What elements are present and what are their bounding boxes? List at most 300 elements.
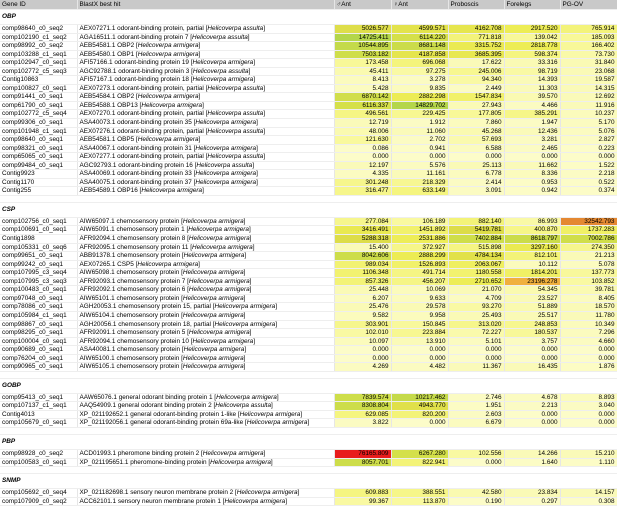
- gene-id-cell: comp105692_c0_seq4: [0, 489, 77, 498]
- expression-value-cell: 0.522: [560, 178, 617, 187]
- expression-value-cell: 45.411: [334, 67, 391, 76]
- gene-id-cell: comp99306_c0_seq1: [0, 119, 77, 128]
- expression-value-cell: 2888.299: [391, 252, 448, 261]
- blastx-hit-cell: AIW65097.1 chemosensory protein [Helicoverpa armigera]: [77, 217, 334, 226]
- blastx-hit-cell: ACD01993.1 pheromone binding protein 2 [Helicoverpa armigera]: [77, 449, 334, 458]
- table-row: [0, 497, 617, 506]
- expression-value-cell: 2.603: [448, 410, 504, 419]
- expression-value-cell: 2882.298: [391, 93, 448, 102]
- hit-species: Helicoverpa armigera: [192, 243, 253, 251]
- hit-species: Helicoverpa armigera: [183, 346, 245, 354]
- gene-id-cell: Contig1898: [0, 235, 77, 244]
- expression-value-cell: 2.702: [391, 136, 448, 145]
- gene-id-cell: comp99242_c0_seq1: [0, 260, 77, 269]
- expression-value-cell: 3.281: [504, 136, 560, 145]
- table-row: [0, 59, 617, 68]
- expression-value-cell: 1.947: [504, 119, 560, 128]
- expression-value-cell: 177.805: [448, 110, 504, 119]
- table-row: [0, 25, 617, 34]
- header-blastx-hit: BlastX best hit: [77, 0, 334, 10]
- section-label: GOBP: [0, 378, 617, 393]
- gene-id-cell: comp105984_c1_seq1: [0, 311, 77, 320]
- hit-species: Helicoverpa armigera: [202, 449, 264, 457]
- expression-value-cell: 4.678: [504, 393, 560, 402]
- expression-value-cell: 5.576: [391, 161, 448, 170]
- expression-value-cell: 6.679: [448, 419, 504, 428]
- hit-description: AFR92094.1 chemosensory protein 8: [79, 235, 188, 243]
- hit-species: Helicoverpa armigera: [182, 269, 244, 277]
- expression-value-cell: 6116.337: [334, 101, 391, 110]
- hit-species: Helicoverpa armigera: [182, 217, 244, 225]
- expression-value-cell: 313.020: [448, 320, 504, 329]
- table-row: [0, 303, 617, 312]
- expression-value-cell: 2818.778: [504, 42, 560, 51]
- hit-species: Helicoverpa armigera: [141, 101, 203, 109]
- hit-description: ACC62101.1 sensory neuron membrane protein 1: [79, 497, 223, 505]
- expression-value-cell: 10.069: [391, 286, 448, 295]
- expression-value-cell: 1.912: [391, 119, 448, 128]
- blastx-hit-cell: ASA40069.1 odorant-binding protein 33 [Helicoverpa armigera]: [77, 170, 334, 179]
- blastx-hit-cell: AAQ54909.1 general odorant binding protein 2 [Helicoverpa assulta]: [77, 402, 334, 411]
- expression-value-cell: 633.149: [391, 187, 448, 196]
- expression-value-cell: 27.943: [448, 101, 504, 110]
- gene-id-cell: comp65065_c0_seq1: [0, 153, 77, 162]
- header-pgov: PG-OV: [560, 0, 617, 10]
- hit-description: AEB54581.1 OBP2: [79, 42, 136, 50]
- hit-species: Helicoverpa armigera: [246, 419, 308, 427]
- spacer-row: [0, 427, 617, 434]
- hit-species: Helicoverpa armigera: [236, 489, 298, 497]
- expression-value-cell: 245.006: [448, 67, 504, 76]
- expression-value-cell: 19.587: [560, 76, 617, 85]
- expression-value-cell: 1547.834: [448, 93, 504, 102]
- hit-species: Helicoverpa assulta: [215, 402, 272, 410]
- hit-species: Helicoverpa armigera: [192, 59, 254, 67]
- expression-value-cell: 4.709: [448, 294, 504, 303]
- hit-species: Helicoverpa armigera: [195, 144, 257, 152]
- expression-value-cell: 10.097: [334, 337, 391, 346]
- expression-value-cell: 0.308: [560, 497, 617, 506]
- expression-value-cell: 2.213: [504, 402, 560, 411]
- blastx-hit-cell: ASA40075.1 odorant-binding protein 37 [Helicoverpa armigera]: [77, 178, 334, 187]
- section-header-row: [0, 474, 617, 489]
- expression-value-cell: 39.570: [504, 93, 560, 102]
- gene-id-cell: comp90965_c0_seq1: [0, 363, 77, 372]
- table-row: [0, 33, 617, 42]
- expression-value-cell: 820.200: [391, 410, 448, 419]
- expression-value-cell: 14.393: [504, 76, 560, 85]
- hit-description: AGH20053.1 chemosensory protein 15, partial: [79, 303, 213, 311]
- expression-value-cell: 4.269: [334, 363, 391, 372]
- gene-id-cell: comp76204_c0_seq1: [0, 354, 77, 363]
- expression-value-cell: 15.400: [334, 243, 391, 252]
- blastx-hit-cell: AIW65100.1 chemosensory protein [Helicoverpa armigera]: [77, 354, 334, 363]
- expression-value-cell: 5026.577: [334, 25, 391, 34]
- expression-value-cell: 1180.558: [448, 269, 504, 278]
- gene-id-cell: comp95413_c0_seq1: [0, 393, 77, 402]
- hit-description: AAW65076.1 general odorant binding protein 1: [79, 393, 215, 401]
- expression-value-cell: 277.084: [334, 217, 391, 226]
- hit-species: Helicoverpa armigera: [188, 277, 250, 285]
- blastx-hit-cell: AGH20056.1 chemosensory protein 18, partial [Helicoverpa armigera]: [77, 320, 334, 329]
- hit-species: Helicoverpa armigera: [188, 329, 250, 337]
- hit-species: Helicoverpa armigera: [182, 294, 244, 302]
- expression-value-cell: 229.425: [391, 110, 448, 119]
- expression-value-cell: 629.085: [334, 410, 391, 419]
- blastx-hit-cell: AEB54580.1 OBP1 [Helicoverpa armigera]: [77, 50, 334, 59]
- expression-value-cell: 102.010: [334, 329, 391, 338]
- hit-description: AFR92095.1 chemosensory protein 11: [79, 243, 191, 251]
- expression-value-cell: 25.517: [504, 311, 560, 320]
- expression-value-cell: 385.291: [504, 110, 560, 119]
- expression-value-cell: 274.350: [560, 243, 617, 252]
- expression-value-cell: 150.845: [391, 320, 448, 329]
- blastx-hit-cell: ASA40073.1 odorant-binding protein 35 [Helicoverpa armigera]: [77, 119, 334, 128]
- hit-species: Helicoverpa armigera: [182, 354, 244, 362]
- gene-id-cell: comp98640_c0_seq1: [0, 136, 77, 145]
- expression-value-cell: 0.000: [504, 354, 560, 363]
- expression-value-cell: 48.006: [334, 127, 391, 136]
- gene-id-cell: comp100691_c0_seq1: [0, 226, 77, 235]
- table-row: [0, 311, 617, 320]
- expression-value-cell: 1526.893: [391, 260, 448, 269]
- blastx-hit-cell: AIW65101.1 chemosensory protein [Helicoverpa armigera]: [77, 294, 334, 303]
- hit-description: AEX07271.1 odorant-binding protein, partial: [79, 25, 206, 32]
- gene-id-cell: comp100483_c0_seq1: [0, 286, 77, 295]
- section-label: OBP: [0, 10, 617, 25]
- hit-description: AEB54580.1 OBP1: [79, 50, 136, 58]
- table-row: [0, 119, 617, 128]
- expression-value-cell: 4162.708: [448, 25, 504, 34]
- expression-value-cell: 51.889: [504, 303, 560, 312]
- expression-value-cell: 5288.318: [334, 235, 391, 244]
- hit-description: AEB54581.1 OBP5: [79, 136, 136, 144]
- hit-description: XP_021182698.1 sensory neuron membrane protein 2: [79, 489, 235, 497]
- hit-species: Helicoverpa assulta: [207, 84, 264, 92]
- expression-value-cell: 218.329: [391, 178, 448, 187]
- hit-description: AIW65101.1 chemosensory protein: [79, 294, 182, 302]
- expression-value-cell: 10544.895: [334, 42, 391, 51]
- blastx-hit-cell: AEB54581.1 OBP2 [Helicoverpa armigera]: [77, 42, 334, 51]
- hit-species: Helicoverpa armigera: [192, 337, 254, 345]
- table-row: [0, 42, 617, 51]
- expression-value-cell: 491.714: [391, 269, 448, 278]
- header-forelegs: Forelegs: [504, 0, 560, 10]
- gene-id-cell: comp102756_c0_seq1: [0, 217, 77, 226]
- expression-value-cell: 248.853: [504, 320, 560, 329]
- table-row: [0, 161, 617, 170]
- table-row: [0, 346, 617, 355]
- expression-value-cell: 11.367: [448, 363, 504, 372]
- table-row: [0, 449, 617, 458]
- expression-value-cell: 86.993: [504, 217, 560, 226]
- table-row: [0, 489, 617, 498]
- expression-value-cell: 11.161: [391, 170, 448, 179]
- table-row: [0, 286, 617, 295]
- gene-id-cell: comp103288_c1_seq1: [0, 50, 77, 59]
- hit-species: Helicoverpa armigera: [137, 50, 199, 58]
- hit-species: Helicoverpa armigera: [195, 119, 257, 127]
- hit-species: Helicoverpa armigera: [137, 42, 199, 50]
- expression-value-cell: 1737.283: [560, 226, 617, 235]
- expression-value-cell: 0.000: [391, 354, 448, 363]
- blastx-hit-cell: AGH20053.1 chemosensory protein 15, partial [Helicoverpa armigera]: [77, 303, 334, 312]
- gene-id-cell: comp98321_c0_seq1: [0, 144, 77, 153]
- expression-value-cell: 57.693: [448, 136, 504, 145]
- hit-species: Helicoverpa armigera: [224, 497, 286, 505]
- expression-value-cell: 113.870: [391, 497, 448, 506]
- hit-description: AFR92094.1 chemosensory protein 10: [79, 337, 191, 345]
- expression-value-cell: 2710.652: [448, 277, 504, 286]
- expression-value-cell: 1814.201: [504, 269, 560, 278]
- expression-value-cell: 25.476: [334, 303, 391, 312]
- blastx-hit-cell: ABB91378.1 chemosensory protein [Helicoverpa armigera]: [77, 252, 334, 261]
- expression-value-cell: 6870.142: [334, 93, 391, 102]
- table-row: [0, 260, 617, 269]
- expression-value-cell: 8308.804: [334, 402, 391, 411]
- hit-description: AGH20056.1 chemosensory protein 18, partial: [79, 320, 213, 328]
- expression-value-cell: 0.000: [504, 153, 560, 162]
- hit-species: Helicoverpa armigera: [195, 170, 257, 178]
- blastx-hit-cell: XP_021192652.1 general odorant-binding protein 1-like [Helicoverpa armigera]: [77, 410, 334, 419]
- gene-id-cell: Contig255: [0, 187, 77, 196]
- expression-value-cell: 5.428: [334, 84, 391, 93]
- expression-value-cell: 3.091: [448, 187, 504, 196]
- hit-description: AIW65091.1 chemosensory protein 1: [79, 226, 187, 234]
- expression-value-cell: 0.223: [560, 144, 617, 153]
- expression-value-cell: 0.941: [391, 144, 448, 153]
- blastx-hit-cell: ASA40067.1 odorant-binding protein 31 [Helicoverpa armigera]: [77, 144, 334, 153]
- expression-value-cell: 0.000: [504, 419, 560, 428]
- expression-value-cell: 8.405: [560, 294, 617, 303]
- expression-value-cell: 0.953: [504, 178, 560, 187]
- table-row: [0, 277, 617, 286]
- expression-value-cell: 9.582: [334, 311, 391, 320]
- expression-value-cell: 771.818: [448, 33, 504, 42]
- expression-value-cell: 5.170: [560, 119, 617, 128]
- expression-value-cell: 2.218: [560, 170, 617, 179]
- spacer-row: [0, 195, 617, 202]
- section-header-row: [0, 378, 617, 393]
- expression-value-cell: 2.449: [448, 84, 504, 93]
- expression-value-cell: 8681.148: [391, 42, 448, 51]
- hit-description: AIW65097.1 chemosensory protein: [79, 217, 182, 225]
- gene-id-cell: comp100004_c0_seq1: [0, 337, 77, 346]
- gene-id-cell: comp102772_c5_seq4: [0, 110, 77, 119]
- expression-value-cell: 515.898: [448, 243, 504, 252]
- gene-id-cell: comp98867_c0_seq1: [0, 320, 77, 329]
- hit-species: Helicoverpa assulta: [207, 110, 264, 118]
- hit-species: Helicoverpa armigera: [239, 410, 301, 418]
- expression-value-cell: 372.927: [391, 243, 448, 252]
- blastx-hit-cell: AIW65091.1 chemosensory protein 1 [Helicoverpa armigera]: [77, 226, 334, 235]
- section-label: CSP: [0, 202, 617, 217]
- expression-value-cell: 5.076: [560, 127, 617, 136]
- expression-value-cell: 0.000: [560, 354, 617, 363]
- expression-value-cell: 7.860: [448, 119, 504, 128]
- table-row: [0, 402, 617, 411]
- expression-value-cell: 5419.781: [448, 226, 504, 235]
- expression-value-cell: 0.000: [334, 153, 391, 162]
- hit-species: Helicoverpa armigera: [188, 235, 250, 243]
- table-row: [0, 93, 617, 102]
- expression-value-cell: 0.000: [560, 153, 617, 162]
- expression-value-cell: 0.374: [560, 187, 617, 196]
- hit-species: Helicoverpa armigera: [137, 93, 199, 101]
- blastx-hit-cell: AAW65076.1 general odorant binding protein 1 [Helicoverpa armigera]: [77, 393, 334, 402]
- expression-value-cell: 6114.220: [391, 33, 448, 42]
- expression-value-cell: 223.884: [391, 329, 448, 338]
- expression-value-cell: 180.537: [504, 329, 560, 338]
- expression-value-cell: 882.140: [448, 217, 504, 226]
- expression-value-cell: 0.086: [334, 144, 391, 153]
- expression-value-cell: 10.349: [560, 320, 617, 329]
- blastx-hit-cell: AFR92092.1 chemosensory protein 6 [Helicoverpa armigera]: [77, 286, 334, 295]
- expression-value-cell: 39.781: [560, 286, 617, 295]
- hit-species: Helicoverpa armigera: [188, 286, 250, 294]
- hit-species: Helicoverpa armigera: [195, 178, 257, 186]
- expression-value-cell: 0.297: [504, 497, 560, 506]
- hit-species: Helicoverpa assulta: [207, 153, 264, 161]
- expression-value-cell: 0.000: [560, 410, 617, 419]
- table-row: [0, 419, 617, 428]
- table-row: [0, 329, 617, 338]
- table-body: [0, 10, 617, 506]
- expression-value-cell: 0.000: [391, 153, 448, 162]
- expression-value-cell: 21.070: [448, 286, 504, 295]
- gene-id-cell: comp98928_c0_seq2: [0, 449, 77, 458]
- expression-value-cell: 45.268: [448, 127, 504, 136]
- hit-description: AEX07265.1 CSP5: [79, 260, 136, 268]
- table-row: [0, 235, 617, 244]
- hit-description: ASA40067.1 odorant-binding protein 31: [79, 144, 194, 152]
- expression-value-cell: 93.270: [448, 303, 504, 312]
- hit-species: Helicoverpa assulta: [192, 33, 248, 41]
- expression-value-cell: 2.414: [448, 178, 504, 187]
- blastx-hit-cell: AEB54581.1 OBP5 [Helicoverpa armigera]: [77, 136, 334, 145]
- expression-value-cell: 23196.278: [504, 277, 560, 286]
- expression-value-cell: 12.197: [334, 161, 391, 170]
- table-row: [0, 458, 617, 467]
- section-header-row: [0, 10, 617, 25]
- expression-value-cell: 7503.182: [334, 50, 391, 59]
- table-row: [0, 67, 617, 76]
- expression-value-cell: 609.883: [334, 489, 391, 498]
- expression-value-cell: 8618.797: [504, 235, 560, 244]
- expression-value-cell: 29.578: [391, 303, 448, 312]
- hit-description: AAQ54909.1 general odorant binding protein 2: [79, 402, 214, 410]
- expression-value-cell: 139.042: [504, 33, 560, 42]
- gene-id-cell: comp107995_c3_seq3: [0, 277, 77, 286]
- gene-id-cell: comp99651_c0_seq1: [0, 252, 77, 261]
- expression-value-cell: 10217.462: [391, 393, 448, 402]
- table-row: [0, 76, 617, 85]
- hit-description: AGA16511.1 odorant-binding protein 7: [79, 33, 191, 41]
- expression-value-cell: 21.213: [560, 252, 617, 261]
- expression-value-cell: 185.093: [560, 33, 617, 42]
- expression-value-cell: 103.852: [560, 277, 617, 286]
- expression-value-cell: 7.296: [560, 329, 617, 338]
- hit-description: AEB54589.1 OBP16: [79, 187, 140, 195]
- expression-value-cell: 25.113: [448, 161, 504, 170]
- hit-species: Helicoverpa armigera: [216, 393, 277, 401]
- hit-species: Helicoverpa armigera: [183, 252, 245, 260]
- blastx-hit-cell: AEX07273.1 odorant-binding protein, partial [Helicoverpa assulta]: [77, 84, 334, 93]
- expression-value-cell: 1451.892: [391, 226, 448, 235]
- expression-value-cell: 9.835: [391, 84, 448, 93]
- expression-value-cell: 6.778: [448, 170, 504, 179]
- blastx-hit-cell: AFR92095.1 chemosensory protein 11 [Helicoverpa armigera]: [77, 243, 334, 252]
- expression-value-cell: 17.622: [448, 59, 504, 68]
- table-row: [0, 144, 617, 153]
- table-row: [0, 110, 617, 119]
- expression-value-cell: 857.326: [334, 277, 391, 286]
- table-row: [0, 84, 617, 93]
- hit-description: ASA40073.1 odorant-binding protein 35: [79, 119, 194, 127]
- blastx-hit-cell: XP_021182698.1 sensory neuron membrane protein 2 [Helicoverpa armigera]: [77, 489, 334, 498]
- hit-description: AEX07277.1 odorant-binding protein, partial: [79, 153, 206, 161]
- table-row: [0, 354, 617, 363]
- expression-value-cell: 303.901: [334, 320, 391, 329]
- expression-value-cell: 11.780: [560, 311, 617, 320]
- expression-value-cell: 121.630: [334, 136, 391, 145]
- expression-value-cell: 5.101: [448, 337, 504, 346]
- hit-species: Helicoverpa armigera: [188, 226, 249, 234]
- expression-value-cell: 1106.348: [334, 269, 391, 278]
- hit-description: XP_021195651.1 pheromone-binding protein: [79, 458, 209, 466]
- hit-description: AIW65098.1 chemosensory protein: [79, 269, 182, 277]
- blastx-hit-cell: XP_021192056.1 general odorant-binding protein 69a-like [Helicoverpa armigera]: [77, 419, 334, 428]
- expression-value-cell: 7002.786: [560, 235, 617, 244]
- table-row: [0, 363, 617, 372]
- hit-description: AEB54588.1 OBP13: [79, 101, 140, 109]
- expression-value-cell: 102.556: [448, 449, 504, 458]
- expression-value-cell: 0.000: [334, 354, 391, 363]
- expression-value-cell: 0.000: [504, 410, 560, 419]
- expression-value-cell: 1.110: [560, 458, 617, 467]
- blastx-hit-cell: AEX07277.1 odorant-binding protein, partial [Helicoverpa assulta]: [77, 153, 334, 162]
- expression-value-cell: 1.522: [560, 161, 617, 170]
- blastx-hit-cell: AFI57167.1 odorant-binding protein 18 [Helicoverpa armigera]: [77, 76, 334, 85]
- expression-value-cell: 33.316: [504, 59, 560, 68]
- expression-value-cell: 11.916: [560, 101, 617, 110]
- blastx-hit-cell: ACC62101.1 sensory neuron membrane protein 1 [Helicoverpa armigera]: [77, 497, 334, 506]
- expression-value-cell: 0.000: [448, 153, 504, 162]
- expression-value-cell: 0.000: [448, 354, 504, 363]
- expression-value-cell: 6.207: [334, 294, 391, 303]
- expression-value-cell: 9.958: [391, 311, 448, 320]
- expression-value-cell: 25.493: [448, 311, 504, 320]
- section-label: SNMP: [0, 474, 617, 489]
- gene-id-cell: comp107995_c3_seq4: [0, 269, 77, 278]
- table-row: [0, 101, 617, 110]
- blastx-hit-cell: AGC92793.1 odorant-binding protein 16 [Helicoverpa assulta]: [77, 161, 334, 170]
- hit-description: AEX07276.1 odorant-binding protein, partial: [79, 127, 206, 135]
- expression-value-cell: 6.588: [448, 144, 504, 153]
- expression-value-cell: 12.719: [334, 119, 391, 128]
- expression-value-cell: 0.000: [560, 346, 617, 355]
- expression-value-cell: 0.000: [448, 458, 504, 467]
- table-row: [0, 226, 617, 235]
- expression-value-cell: 0.000: [391, 419, 448, 428]
- expression-value-cell: 4.466: [504, 101, 560, 110]
- expression-value-cell: 812.101: [504, 252, 560, 261]
- expression-value-cell: 696.068: [391, 59, 448, 68]
- expression-value-cell: 3.278: [391, 76, 448, 85]
- blastx-hit-cell: XP_021195651.1 pheromone-binding protein [Helicoverpa armigera]: [77, 458, 334, 467]
- table-row: [0, 294, 617, 303]
- hit-species: Helicoverpa armigera: [182, 363, 244, 371]
